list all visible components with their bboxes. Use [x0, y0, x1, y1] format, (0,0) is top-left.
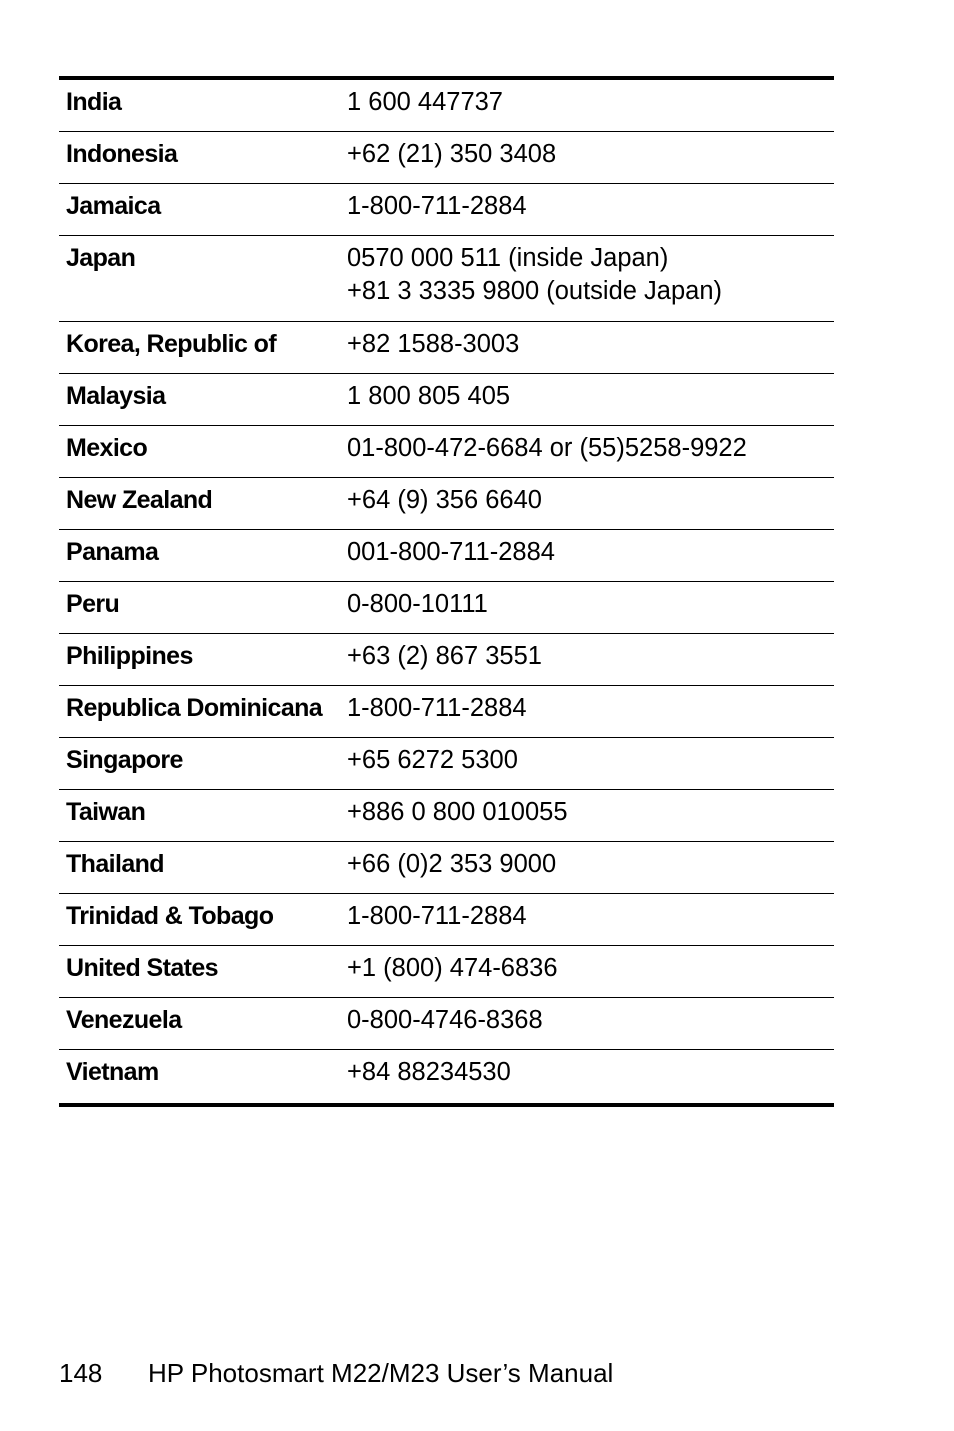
- phone-number: +65 6272 5300: [347, 746, 518, 774]
- page-number: 148: [59, 1358, 103, 1388]
- country-name: Peru: [66, 590, 120, 618]
- country-name: Malaysia: [66, 382, 166, 410]
- table-row: [59, 634, 834, 686]
- phone-number: 01-800-472-6684 or (55)5258-9922: [347, 434, 747, 462]
- table-row: [59, 426, 834, 478]
- country-name: United States: [66, 954, 218, 982]
- country-name: Republica Dominicana: [66, 694, 323, 722]
- table-row: [59, 582, 834, 634]
- table-row: [59, 184, 834, 236]
- phone-number: +64 (9) 356 6640: [347, 486, 542, 514]
- country-name: Thailand: [66, 850, 164, 878]
- phone-number: 1-800-711-2884: [347, 902, 527, 930]
- table-row: [59, 894, 834, 946]
- phone-number: +66 (0)2 353 9000: [347, 850, 557, 878]
- country-name: Jamaica: [66, 192, 161, 220]
- table-row: [59, 530, 834, 582]
- country-name: Korea, Republic of: [66, 330, 277, 358]
- country-name: New Zealand: [66, 486, 213, 514]
- phone-number: +886 0 800 010055: [347, 798, 568, 826]
- phone-number: +1 (800) 474-6836: [347, 954, 558, 982]
- table-row: [59, 322, 834, 374]
- phone-number: [347, 236, 834, 308]
- phone-number: +62 (21) 350 3408: [347, 140, 557, 168]
- table-row: [59, 738, 834, 790]
- table-row: [59, 842, 834, 894]
- country-name: Taiwan: [66, 798, 146, 826]
- table-row: [59, 998, 834, 1050]
- manual-title: HP Photosmart M22/M23 User’s Manual: [148, 1358, 614, 1388]
- phone-line-inside: 0570 000 511 (inside Japan): [347, 244, 669, 272]
- table-row: [59, 946, 834, 998]
- country-name: Trinidad & Tobago: [66, 902, 274, 930]
- phone-number: 001-800-711-2884: [347, 538, 555, 566]
- country-name: Panama: [66, 538, 159, 566]
- phone-number: 0-800-10111: [347, 590, 488, 618]
- table-row: [59, 132, 834, 184]
- support-phone-table: [59, 76, 834, 1107]
- phone-number: 1 600 447737: [347, 88, 503, 116]
- phone-number: +84 88234530: [347, 1058, 511, 1086]
- country-name: Vietnam: [66, 1058, 159, 1086]
- country-name: Singapore: [66, 746, 183, 774]
- table-row: [59, 790, 834, 842]
- country-name: Venezuela: [66, 1006, 182, 1034]
- phone-number: +63 (2) 867 3551: [347, 642, 542, 670]
- country-name: Indonesia: [66, 140, 178, 168]
- phone-number: 0-800-4746-8368: [347, 1006, 543, 1034]
- table-row: [59, 686, 834, 738]
- page-footer: [59, 1356, 613, 1390]
- country-name: Mexico: [66, 434, 148, 462]
- country-name: India: [66, 88, 122, 116]
- table-row: [59, 236, 834, 322]
- table-row: [59, 1050, 834, 1103]
- phone-number: 1-800-711-2884: [347, 192, 527, 220]
- table-row: [59, 80, 834, 132]
- phone-number: +82 1588-3003: [347, 330, 520, 358]
- table-row: [59, 374, 834, 426]
- phone-number: 1 800 805 405: [347, 382, 511, 410]
- table-row: [59, 478, 834, 530]
- phone-line-outside: +81 3 3335 9800 (outside Japan): [347, 277, 723, 305]
- country-name: Philippines: [66, 642, 193, 670]
- phone-number: 1-800-711-2884: [347, 694, 527, 722]
- country-name: Japan: [66, 244, 136, 272]
